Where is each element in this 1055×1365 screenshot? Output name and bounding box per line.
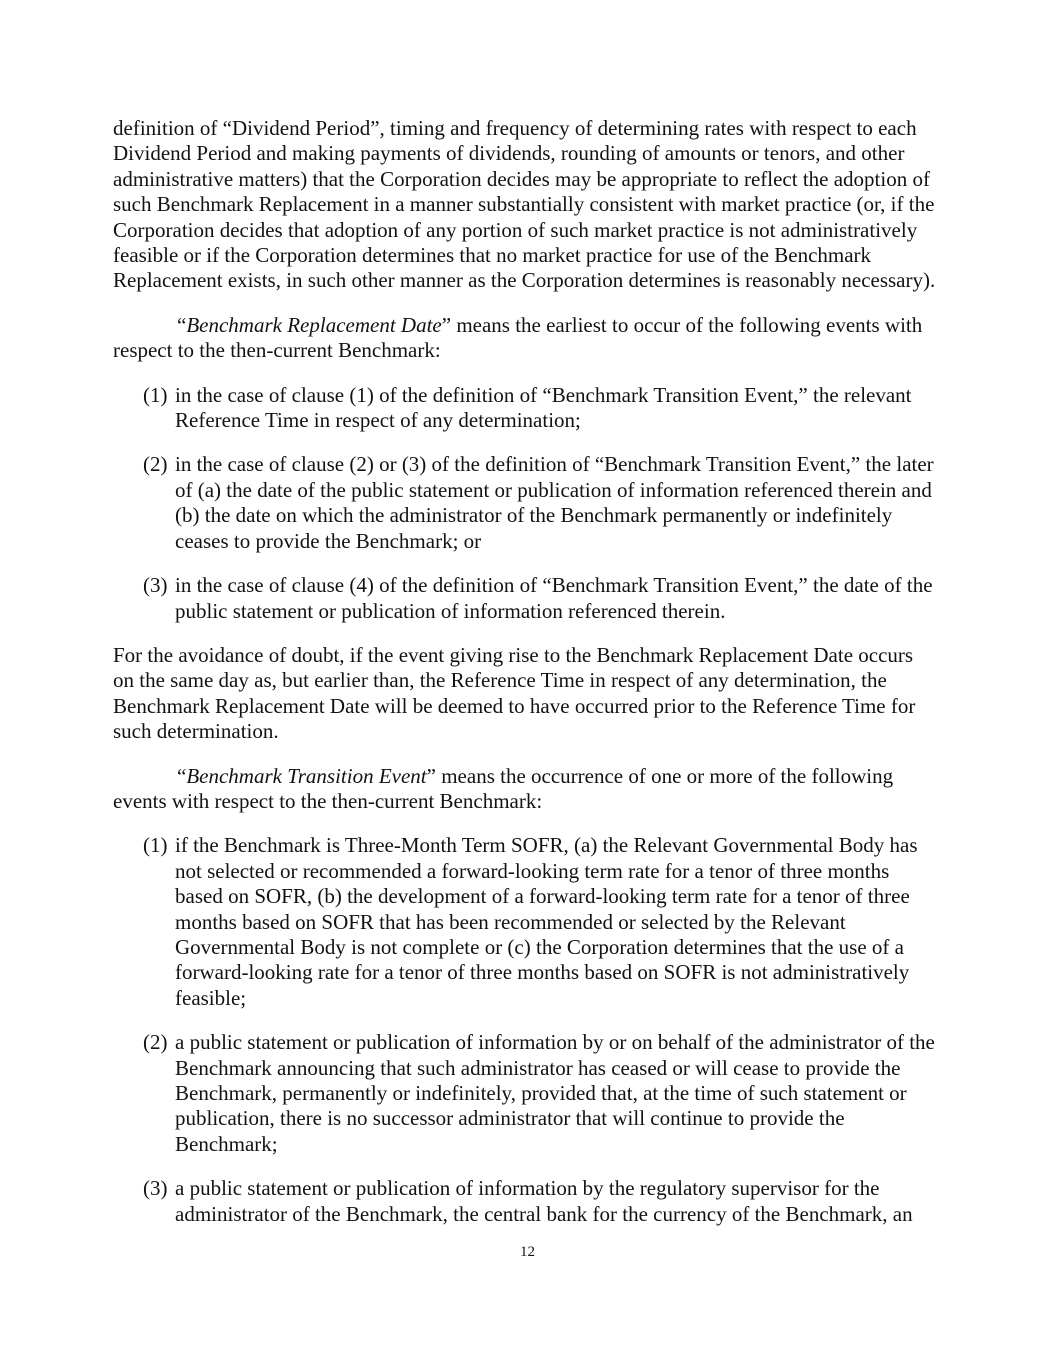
clause-text: in the case of clause (2) or (3) of the definition of “Benchmark Transition Event,” the later of (a) the date of the public statement or publication of information referenced therein and (b) the date on which the administrator of the Benchmark permanently or indefinitely ceases to provide the Benchmark; or (175, 452, 934, 553)
clause-marker: (3) (143, 573, 168, 598)
open-quote: “ (177, 763, 187, 788)
open-quote: “ (177, 312, 187, 337)
clause-marker: (2) (143, 452, 168, 477)
clause-text: in the case of clause (1) of the definition of “Benchmark Transition Event,” the relevant Reference Time in respect of any determination; (175, 382, 912, 433)
clause-marker: (2) (143, 1030, 168, 1055)
defined-term-benchmark-transition-event: Benchmark Transition Event (186, 763, 427, 788)
clause-text: if the Benchmark is Three-Month Term SOFR, (a) the Relevant Governmental Body has not selected or recommended a forward-looking term rate for a tenor of three months based on SOFR, (b) the development of a forward-looking term rate for a tenor of three months based on SOFR that has been recommended or selected by the Relevant Governmental Body is not complete or (c) the Corporation determines that the use of a forward-looking rate for a tenor of three months based on SOFR is not administratively feasible; (175, 833, 918, 1010)
clause-text: a public statement or publication of information by the regulatory supervisor for the administrator of the Benchmark, the central bank for the currency of the Benchmark, an (175, 1176, 913, 1226)
clause-item (113, 383, 937, 434)
clause-text: a public statement or publication of information by or on behalf of the administrator of the Benchmark announcing that such administrator has ceased or will cease to provide the Benchmark, permanently or indefinitely, provided that, at the time of such statement or publication, there is no successor administrator that will continue to provide the Benchmark; (175, 1030, 935, 1156)
definition-text: means the earliest to occur of the following events with respect to the then-current Benchmark: (113, 312, 923, 363)
clause-text: in the case of clause (4) of the definition of “Benchmark Transition Event,” the date of the public statement or publication of information referenced therein. (175, 573, 933, 623)
clause-marker: (1) (143, 382, 168, 407)
paragraph-continuation: definition of “Dividend Period”, timing and frequency of determining rates with respect to each Dividend Period and making payments of dividends, rounding of amounts or tenors, and other administrative matters) that the Corporation decides may be appropriate to reflect the adoption of such Benchmark Replacement in a manner substantially consistent with market practice (or, if the Corporation decides that adoption of any portion of such market practice is not administratively feasible or if the Corporation determines that no market practice for use of the Benchmark Replacement exists, in such other manner as the Corporation determines is reasonably necessary). (113, 116, 936, 293)
close-quote: ” (426, 763, 436, 788)
definition-text: means the occurrence of one or more of the following events with respect to the then-current Benchmark: (113, 763, 894, 813)
definition-benchmark-transition-event (113, 764, 937, 815)
definition-benchmark-replacement-date (113, 313, 937, 364)
clause-item (113, 833, 937, 1011)
clause-item (113, 1030, 937, 1157)
page-content (113, 116, 937, 1246)
clause-item (113, 573, 937, 624)
clause-list-replacement-date (113, 383, 937, 624)
page-number: 12 (520, 1244, 535, 1260)
clause-list-transition-event (113, 833, 937, 1227)
clause-marker: (1) (143, 833, 168, 858)
clause-item (113, 1176, 937, 1227)
defined-term-benchmark-replacement-date: Benchmark Replacement Date (186, 312, 442, 337)
paragraph-avoidance-of-doubt: For the avoidance of doubt, if the event giving rise to the Benchmark Replacement Date occurs on the same day as, but earlier than, the Reference Time in respect of any determination, the Benchmark Replacement Date will be deemed to have occurred prior to the Reference Time for such determination. (113, 642, 916, 744)
clause-item (113, 452, 937, 554)
close-quote: ” (441, 312, 452, 337)
clause-marker: (3) (143, 1176, 168, 1201)
